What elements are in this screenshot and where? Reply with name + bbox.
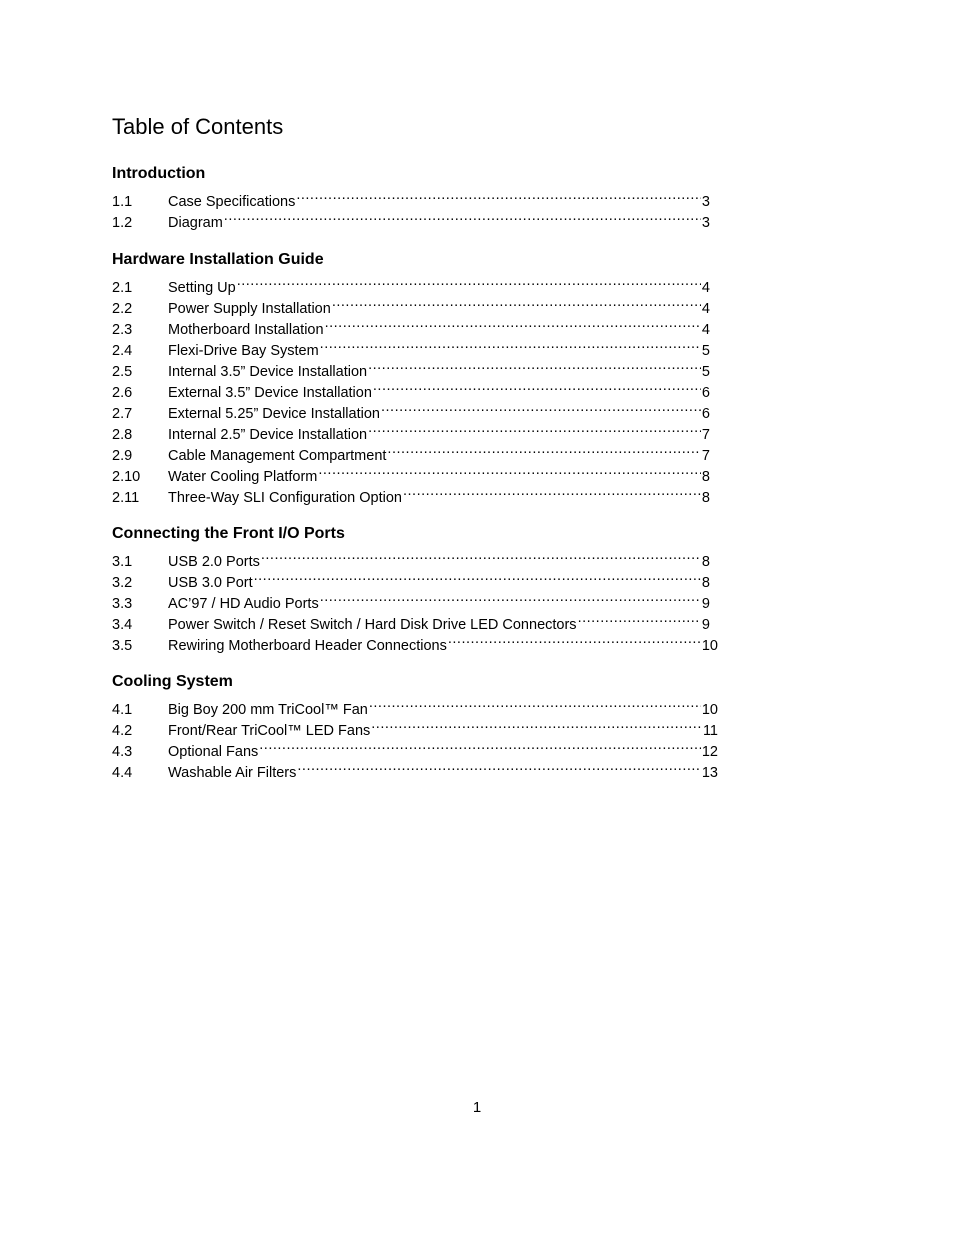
entry-number: 3.1 [112, 554, 133, 570]
entry-label: Flexi-Drive Bay System [168, 343, 319, 359]
entry-page: 9 [701, 596, 710, 612]
entry-number: 4.4 [112, 765, 133, 781]
entry-page: 13 [701, 765, 718, 781]
entry-page: 5 [701, 343, 710, 359]
entry-number: 4.3 [112, 744, 133, 760]
entry-page: 4 [701, 301, 710, 317]
entry-page: 11 [702, 723, 718, 739]
entry-page: 5 [701, 364, 710, 380]
entry-page: 12 [701, 744, 718, 760]
dot-leader [297, 756, 700, 777]
dot-leader [325, 313, 701, 334]
entry-page: 8 [701, 554, 710, 570]
entry-number: 1.1 [112, 194, 133, 210]
entry-page: 3 [701, 194, 710, 210]
dot-leader [403, 481, 701, 502]
entry-number: 2.4 [112, 343, 133, 359]
section-heading: Connecting the Front I/O Ports [112, 525, 345, 542]
dot-leader [259, 735, 701, 756]
dot-leader [387, 439, 701, 460]
entry-label: Washable Air Filters [168, 765, 297, 781]
entry-label: AC’97 / HD Audio Ports [168, 596, 319, 612]
entry-label: Case Specifications [168, 194, 296, 210]
entry-number: 3.2 [112, 575, 133, 591]
entry-page: 8 [701, 575, 710, 591]
dot-leader [224, 206, 701, 227]
entry-label: Motherboard Installation [168, 322, 324, 338]
entry-page: 9 [701, 617, 710, 633]
entry-number: 2.1 [112, 280, 133, 296]
entry-label: Setting Up [168, 280, 236, 296]
dot-leader [296, 185, 701, 206]
entry-label: Optional Fans [168, 744, 259, 760]
entry-label: Cable Management Compartment [168, 448, 387, 464]
entry-page: 6 [701, 385, 710, 401]
entry-number: 1.2 [112, 215, 133, 231]
entry-page: 10 [701, 702, 718, 718]
dot-leader [368, 355, 701, 376]
page-number: 1 [472, 1099, 482, 1116]
dot-leader [369, 693, 701, 714]
dot-leader [237, 271, 701, 292]
entry-label: Three-Way SLI Configuration Option [168, 490, 402, 506]
entry-page: 7 [701, 448, 710, 464]
section-introduction [112, 163, 710, 231]
entry-number: 3.3 [112, 596, 133, 612]
section-heading: Introduction [112, 165, 206, 182]
dot-leader [371, 714, 702, 735]
dot-leader [320, 587, 701, 608]
section-heading: Cooling System [112, 673, 233, 690]
dot-leader [254, 566, 701, 587]
section-front-io-ports [112, 523, 718, 654]
entry-label: External 3.5” Device Installation [168, 385, 372, 401]
section-hardware-installation [112, 249, 710, 506]
dot-leader [373, 376, 701, 397]
entry-label: Diagram [168, 215, 223, 231]
entry-page: 4 [701, 280, 710, 296]
entry-page: 4 [701, 322, 710, 338]
entry-label: External 5.25” Device Installation [168, 406, 380, 422]
entry-label: Front/Rear TriCool™ LED Fans [168, 723, 371, 739]
entry-page: 8 [701, 469, 710, 485]
dot-leader [368, 418, 701, 439]
dot-leader [448, 629, 701, 650]
dot-leader [332, 292, 701, 313]
entry-number: 4.1 [112, 702, 133, 718]
entry-number: 3.4 [112, 617, 133, 633]
toc-entry[interactable] [112, 545, 718, 570]
section-cooling-system [112, 671, 718, 781]
entry-page: 8 [701, 490, 710, 506]
entry-number: 2.5 [112, 364, 133, 380]
section-heading: Hardware Installation Guide [112, 251, 324, 268]
dot-leader [318, 460, 701, 481]
entry-number: 2.11 [112, 490, 140, 506]
entry-number: 2.8 [112, 427, 133, 443]
entry-number: 2.10 [112, 469, 141, 485]
entry-number: 4.2 [112, 723, 133, 739]
entry-label: Water Cooling Platform [168, 469, 318, 485]
dot-leader [381, 397, 701, 418]
entry-number: 2.6 [112, 385, 133, 401]
entry-number: 2.9 [112, 448, 133, 464]
entry-label: Internal 2.5” Device Installation [168, 427, 368, 443]
toc-entry[interactable] [112, 271, 710, 296]
entry-page: 10 [701, 638, 718, 654]
entry-label: Internal 3.5” Device Installation [168, 364, 368, 380]
entry-label: Power Switch / Reset Switch / Hard Disk Drive LED Connectors [168, 617, 577, 633]
dot-leader [320, 334, 701, 355]
entry-page: 7 [701, 427, 710, 443]
entry-page: 6 [701, 406, 710, 422]
dot-leader [578, 608, 701, 629]
toc-entry[interactable] [112, 693, 718, 718]
entry-number: 2.7 [112, 406, 133, 422]
entry-label: Big Boy 200 mm TriCool™ Fan [168, 702, 368, 718]
entry-label: Rewiring Motherboard Header Connections [168, 638, 447, 654]
dot-leader [261, 545, 701, 566]
entry-number: 2.3 [112, 322, 133, 338]
entry-number: 2.2 [112, 301, 133, 317]
entry-label: USB 3.0 Port [168, 575, 253, 591]
entry-label: Power Supply Installation [168, 301, 331, 317]
toc-entry[interactable] [112, 185, 710, 210]
entry-number: 3.5 [112, 638, 133, 654]
toc-title: Table of Contents [112, 114, 284, 139]
entry-page: 3 [701, 215, 710, 231]
entry-label: USB 2.0 Ports [168, 554, 260, 570]
